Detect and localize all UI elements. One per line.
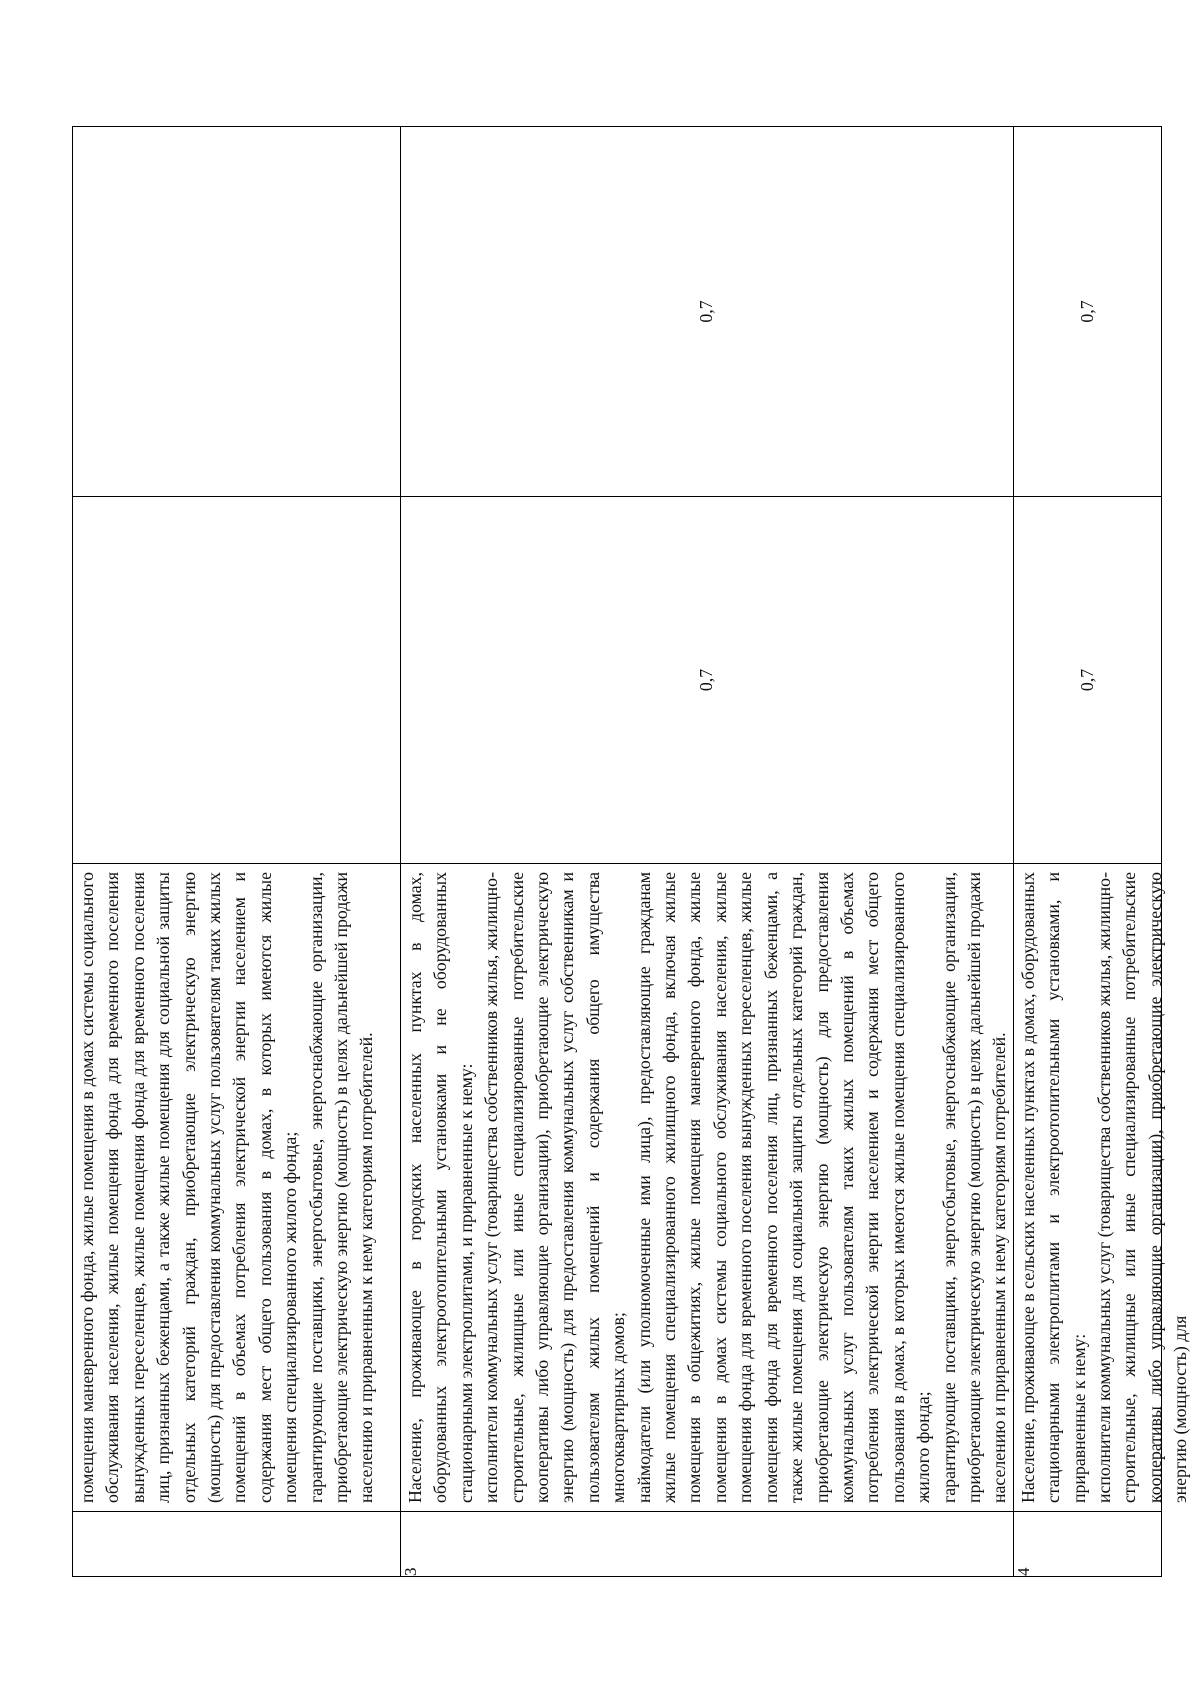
table-row [401, 127, 1014, 1577]
row-description [1013, 864, 1191, 1512]
paragraph: исполнители коммунальных услуг (товарищества собственников жилья, жилищно-строительные, жилищные или иные специализированные потребительские кооперативы либо управляющие организации), приобретающие электрическую энергию (мощность) для [1093, 872, 1191, 1503]
rotated-page [72, 127, 1191, 1577]
row-description [73, 864, 401, 1512]
value-cell-1: 0,7 [401, 497, 1014, 864]
paragraph: гарантирующие поставщики, энергосбытовые, энергоснабжающие организации, приобретающие электрическую энергию (мощность) в целях дальнейшей продажи населению и приравненным к нему категориям потребителей. [305, 872, 377, 1503]
paragraph: Население, проживающее в городских населенных пунктах в домах, оборудованных электроотопительными установками и не оборудованных стационарными электроплитами, и приравненные к нему: [405, 872, 476, 1503]
row-number [73, 1512, 401, 1577]
value-cell-1 [73, 497, 401, 864]
value-cell-1: 0,7 [1013, 497, 1161, 864]
paragraph: помещения маневренного фонда, жилые помещения в домах системы социального обслуживания населения, жилые помещения фонда для временного поселения вынужденных переселенцев, жилые помещения фонда для временного поселения лиц, признанных беженцами, а также жилые помещения для социальной защиты отдельных категорий граждан, приобретающие электрическую энергию (мощность) для предоставления коммунальных услуг пользователям таких жилых помещений в объемах потребления электрической энергии населением и содержания мест общего пользования в домах, в которых имеются жилые помещения специализированного жилого фонда; [77, 872, 301, 1503]
table-row [1013, 127, 1161, 1577]
row-description [401, 864, 1014, 1512]
value-cell-2: 0,7 [1013, 127, 1161, 497]
paragraph: наймодатели (или уполномоченные ими лица), предоставляющие гражданам жилые помещения специализированного жилищного фонда, включая жилые помещения в общежитиях, жилые помещения маневренного фонда, жилые помещения в домах системы социального обслуживания населения, жилые помещения фонда для временного поселения вынужденных переселенцев, жилые помещения фонда для временного поселения лиц, признанных беженцами, а также жилые помещения для социальной защиты отдельных категорий граждан, приобретающие электрическую энергию (мощность) для предоставления коммунальных услуг пользователям таких жилых помещений в объемах потребления электрической энергии населением и содержания мест общего пользования в домах, в которых имеются жилые помещения специализированного жилого фонда; [633, 872, 934, 1503]
row-number: 4 [1013, 1512, 1161, 1577]
value-cell-2 [73, 127, 401, 497]
paragraph: Население, проживающее в сельских населенных пунктах в домах, оборудованных стационарными электроплитами и электроотопительными установками, и приравненные к нему: [1017, 872, 1089, 1503]
table-row [73, 127, 401, 1577]
paragraph: исполнители коммунальных услуг (товарищества собственников жилья, жилищно-строительные, жилищные или иные специализированные потребительские кооперативы либо управляющие организации), приобретающие электрическую энергию (мощность) для предоставления коммунальных услуг собственникам и пользователям жилых помещений и содержания общего имущества многоквартирных домов; [481, 872, 629, 1503]
value-cell-2: 0,7 [401, 127, 1014, 497]
row-number: 3 [401, 1512, 1014, 1577]
tariff-table [72, 126, 1191, 1577]
paragraph: гарантирующие поставщики, энергосбытовые, энергоснабжающие организации, приобретающие электрическую энергию (мощность) в целях дальнейшей продажи населению и приравненным к нему категориям потребителей. [938, 872, 1010, 1503]
